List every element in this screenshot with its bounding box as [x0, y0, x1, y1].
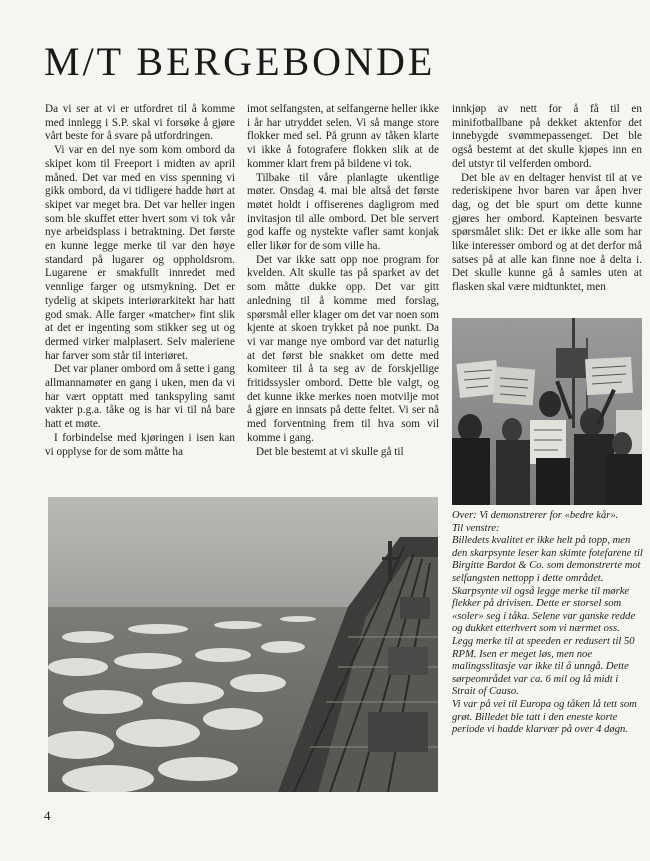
paragraph: imot selfangsten, at selfangerne heller ikke i år har utryddet selen. Vi så mange store flokker med sel. På grunn av tåken klarte vi ikke å fotografere flokken slik at de kommer klart frem på bildene vi tok.: [247, 103, 439, 170]
paragraph: Da vi ser at vi er utfordret til å komme med innlegg i S.P. skal vi forsøke å gjøre vårt beste for å svare på utfordringen.: [45, 103, 235, 143]
photo-caption: [452, 510, 644, 737]
ship-in-ice-photo-image: [48, 497, 438, 792]
paragraph: Tilbake til våre planlagte ukentlige møter. Onsdag 4. mai ble altså det første møtet holdt i offiserenes dagligrom med invitasjon til alle ombord. Det ble servert god kaffe og nystekte vafler samt konjak eller likør for de som ville ha.: [247, 171, 439, 253]
demonstration-photo: [452, 318, 642, 505]
demonstration-photo-image: [452, 318, 642, 505]
caption-over: Over: Vi demonstrerer for «bedre kår».: [452, 510, 619, 521]
paragraph: Det ble bestemt at vi skulle gå til: [256, 445, 404, 458]
caption-line: Vi var på vei til Europa og tåken lå tett som grøt. Billedet ble tatt i den eneste korte periode vi hadde klarvær på over 4 døgn.: [452, 698, 637, 736]
caption-line: Legg merke til at speeden er redusert til 50 RPM. Isen er meget løs, men noe malingsslitasje var ikke til å unngå. Dette sørpeområdet var ca. 6 mil og lå midt i Strait of Causo.: [452, 635, 635, 698]
caption-heading: Til venstre:: [452, 522, 500, 534]
page-number: 4: [44, 808, 51, 823]
article-column-1: [45, 103, 235, 459]
page-title: M/T BERGEBONDE: [44, 39, 436, 84]
caption-line: Billedets kvalitet er ikke helt på topp, men den skarpsynte leser kan skimte fotefarene til Birgitte Bardot & Co. som demonstrerte mot selfangsten nettopp i dette området.: [452, 535, 643, 584]
paragraph: Vi var en del nye som kom ombord da skipet kom til Freeport i midten av april måned. Det var med en viss spenning vi gikk ombord, da vi tidligere hadde hørt at skipet var meget bra. Det var heller ingen som ble skuffet etter hvert som vi tok vår nye arbeidsplass i betraktning. Det første en kunne legge merke til var den høye standard på lugarer og oppholdsrom. Lugarene er smakfullt innredet med vennlige farger og utsmykning. Det er tydelig at skipets interiørarkitekt har hatt god smak. Alle farger «matcher» fint slik at det er ingenting som stikker seg ut og dermed virker malplasert. Selv maleriene har farver som står til interiøret.: [45, 144, 235, 362]
ship-in-ice-photo: [48, 497, 438, 792]
article-column-2: [247, 103, 439, 459]
caption-line: Skarpsynte vil også legge merke til mørke flekker på drivisen. Dette er storsel som «soler» seg i tåka. Selene var ganske redde og dukket etterhvert som vi nærmet oss.: [452, 585, 636, 635]
article-column-3: [452, 103, 642, 295]
paragraph: I forbindelse med kjøringen i isen kan vi opplyse for de som måtte ha: [45, 431, 235, 458]
paragraph: innkjøp av nett for å få til en minifotballbane på dekket aktenfor det innebygde svømmepassenget. Det ble også bestemt at det skulle kjøpes inn en del utstyr til velferden ombord.: [452, 103, 642, 170]
paragraph: Det ble av en deltager henvist til at ve rederiskipene hvor baren var åpen hver dag, og det ble spurt om dette kunne gjøres her ombord. Kapteinen besvarte spørsmålet slik: Det er ikke alle som har like interesser ombord og at det derfor må satses på at alle kan finne noe å delta i. Det skulle kunne gå å samles uten at flasken skal være midtunktet, men: [452, 171, 642, 294]
paragraph: Det var ikke satt opp noe program for kvelden. Alt skulle tas på sparket av det som måtte dukke opp. Det var gitt anledning til å komme med forslag, spørsmål eller klager om det var noen som kjente at skoen trykket på noe punkt. Da vi var mange nye ombord var det naturlig at det først ble snakket om dette med komiteer til å ta seg av de forskjellige fritidssysler ombord. Dette ble valgt, og det kunne ikke merkes noen motvilje mot å gjøre en innsats på dette feltet. Vi ser nå med forventning frem til hva som vil komme i gang.: [247, 253, 439, 444]
paragraph: Det var planer ombord om å sette i gang allmannamøter en gang i uken, men da vi har vært opptatt med tankspyling samt vakter p.g.a. tåke og is har vi til nå bare hatt et møte.: [45, 363, 235, 431]
